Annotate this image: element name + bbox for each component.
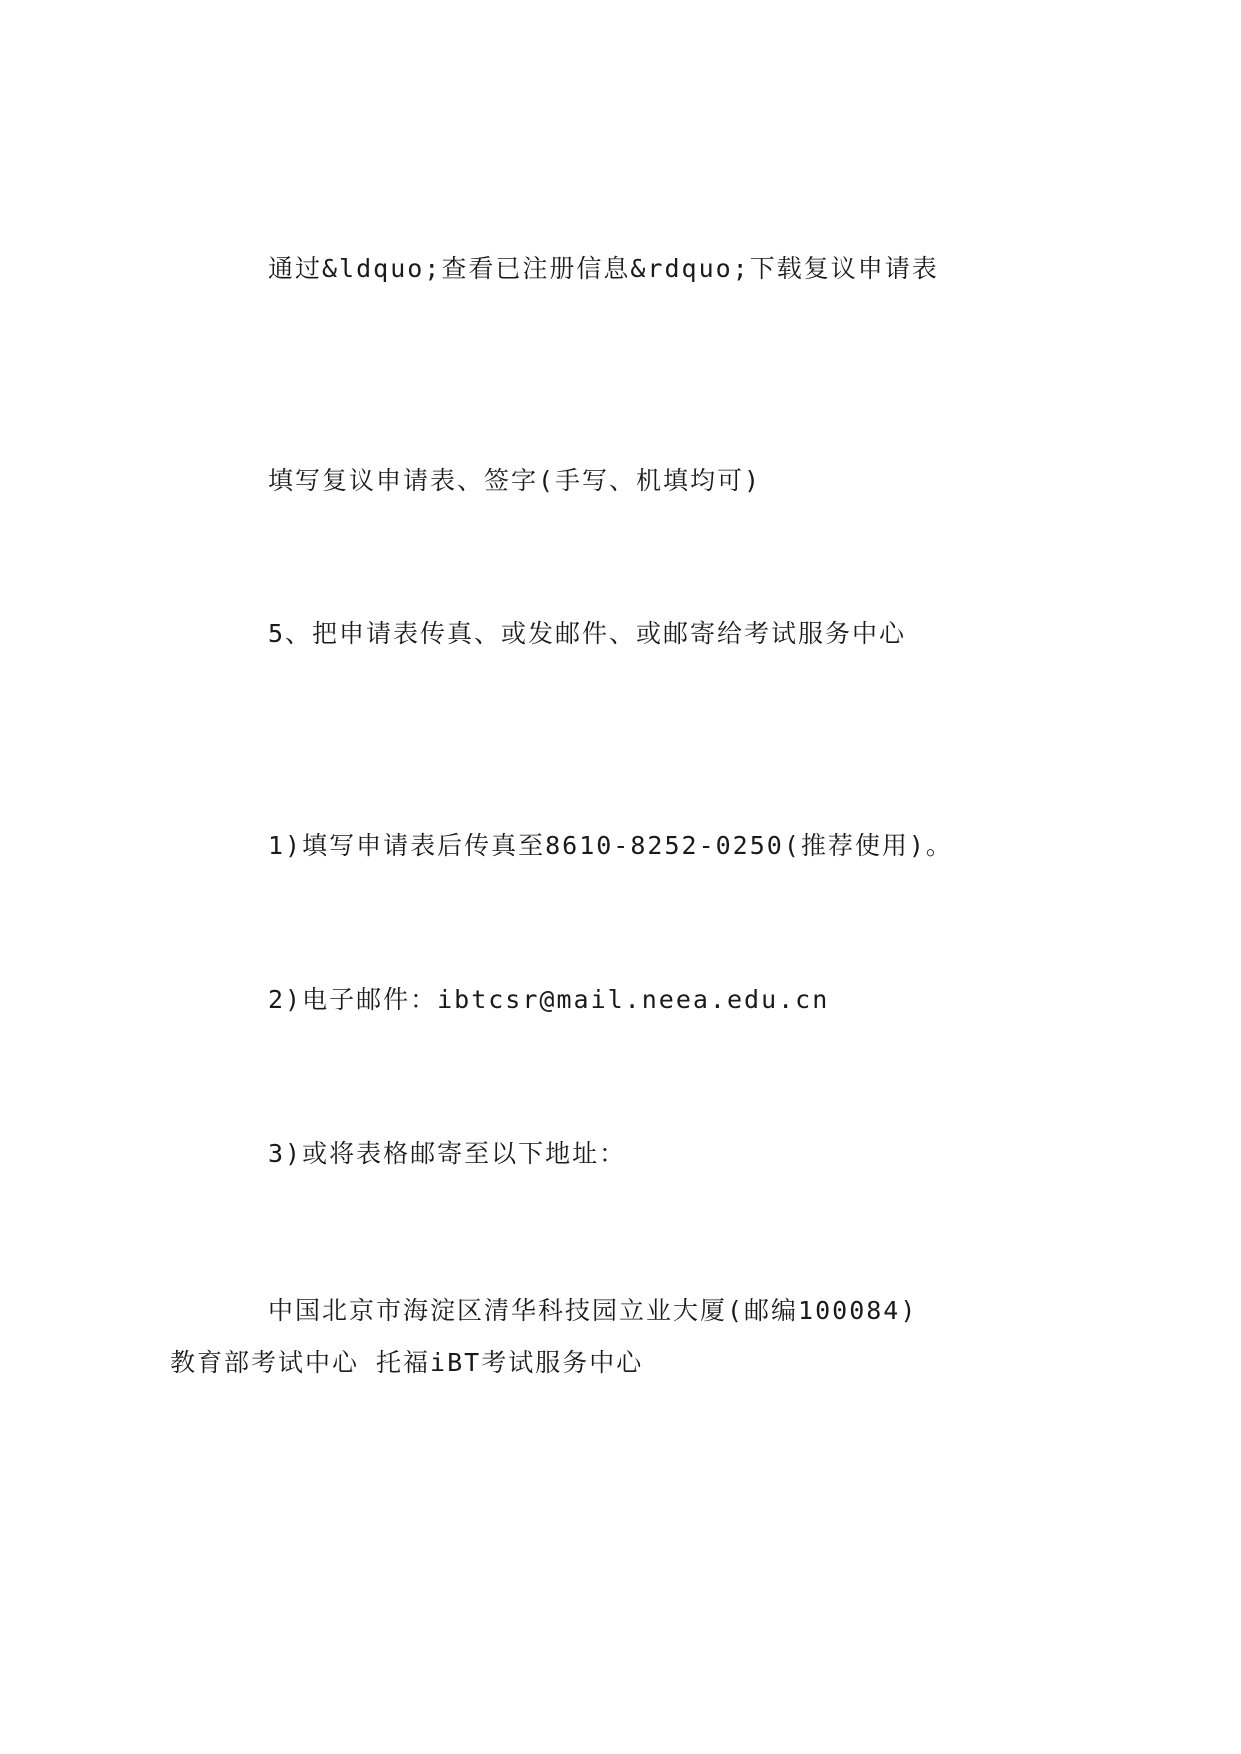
paragraph-fill-form: 填写复议申请表、签字(手写、机填均可): [268, 466, 762, 495]
paragraph-fax: 1)填写申请表后传真至8610-8252-0250(推荐使用)。: [268, 831, 953, 860]
paragraph-address: 中国北京市海淀区清华科技园立业大厦(邮编100084) 教育部考试中心 托福iBT考试服务中心: [170, 1296, 918, 1377]
paragraph-step-5: 5、把申请表传真、或发邮件、或邮寄给考试服务中心: [268, 619, 907, 648]
paragraph-email: 2)电子邮件：ibtcsr@mail.neea.edu.cn: [268, 985, 830, 1014]
paragraph-mail: 3)或将表格邮寄至以下地址：: [268, 1139, 627, 1168]
paragraph-download-form: 通过&ldquo;查看已注册信息&rdquo;下载复议申请表: [268, 254, 939, 283]
